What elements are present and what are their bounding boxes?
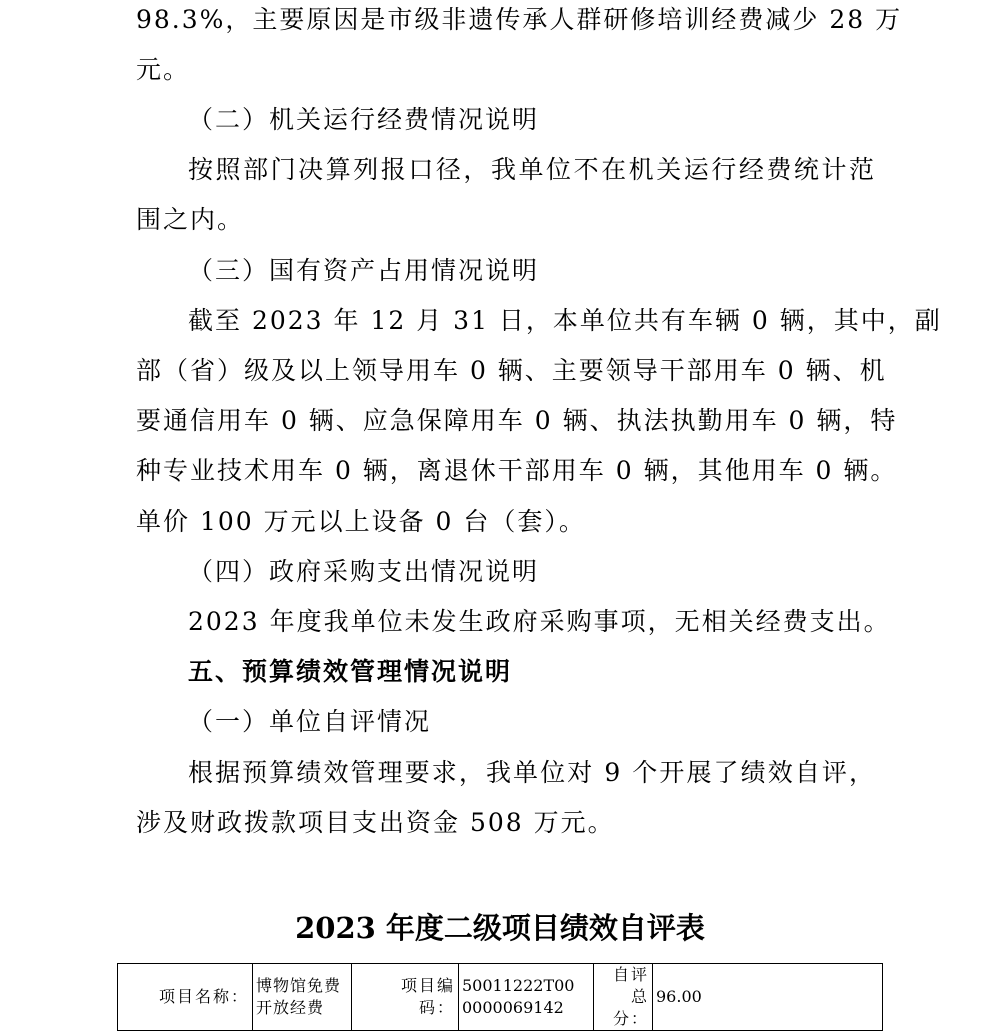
paragraph-line: 单价 100 万元以上设备 0 台（套）。 <box>136 507 586 536</box>
project-name-value-line: 开放经费 <box>256 998 325 1017</box>
project-code-value-line: 0000069142 <box>462 998 564 1017</box>
evaluation-table <box>117 963 883 1031</box>
table-row <box>118 964 883 1031</box>
project-name-label: 项目名称： <box>118 964 253 1031</box>
project-code-label-line: 码： <box>418 998 455 1017</box>
paragraph-line: 2023 年度我单位未发生政府采购事项，无相关经费支出。 <box>188 607 891 636</box>
section-heading: （四）政府采购支出情况说明 <box>188 557 540 586</box>
paragraph-line: 元。 <box>136 55 191 84</box>
score-label-line: 分： <box>612 1009 649 1028</box>
project-code-value-line: 50011222T00 <box>462 976 575 995</box>
score-label <box>594 964 653 1031</box>
project-code-value <box>459 964 594 1031</box>
project-name-value <box>253 964 352 1031</box>
section-heading: （二）机关运行经费情况说明 <box>188 105 540 134</box>
paragraph-line: 根据预算绩效管理要求，我单位对 9 个开展了绩效自评， <box>188 758 876 787</box>
paragraph-line: 围之内。 <box>136 205 245 234</box>
paragraph-line: 涉及财政拨款项目支出资金 508 万元。 <box>136 808 615 837</box>
project-name-value-line: 博物馆免费 <box>256 976 342 995</box>
section-heading: （一）单位自评情况 <box>188 707 432 736</box>
chapter-heading: 五、预算绩效管理情况说明 <box>188 657 513 686</box>
paragraph-line: 截至 2023 年 12 月 31 日，本单位共有车辆 0 辆，其中，副 <box>188 306 942 335</box>
score-label-line: 自评总 <box>612 965 649 1006</box>
score-value: 96.00 <box>653 964 883 1031</box>
paragraph-line: 部（省）级及以上领导用车 0 辆、主要领导干部用车 0 辆、机 <box>136 356 887 385</box>
paragraph-line: 要通信用车 0 辆、应急保障用车 0 辆、执法执勤用车 0 辆，特 <box>136 406 898 435</box>
paragraph-line: 种专业技术用车 0 辆，离退休干部用车 0 辆，其他用车 0 辆。 <box>136 456 898 485</box>
project-code-label <box>352 964 459 1031</box>
section-heading: （三）国有资产占用情况说明 <box>188 256 540 285</box>
paragraph-line: 98.3%，主要原因是市级非遗传承人群研修培训经费减少 28 万 <box>136 5 903 34</box>
table-title: 2023 年度二级项目绩效自评表 <box>295 911 705 945</box>
project-code-label-line: 项目编 <box>400 976 455 995</box>
paragraph-line: 按照部门决算列报口径，我单位不在机关运行经费统计范 <box>188 155 876 184</box>
